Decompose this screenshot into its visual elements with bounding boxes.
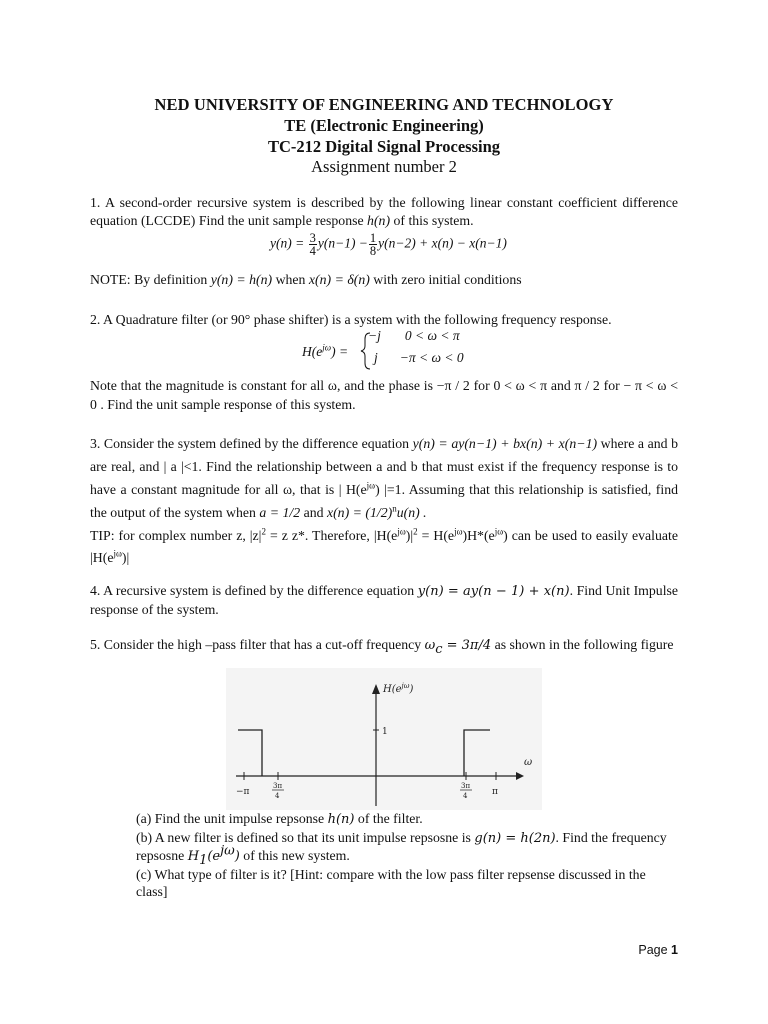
subpart-c: (c) What type of filter is it? [Hint: compare with the low pass filter repsense discussed in the class] bbox=[136, 866, 646, 899]
question-5-subparts bbox=[136, 810, 676, 901]
y-axis-label: $H(e^{j\omega})$ bbox=[383, 682, 414, 695]
subpart-a: (a) Find the unit impulse repsonse h(n) of the filter. bbox=[136, 811, 423, 827]
question-3-tip: TIP: for complex number z, $|z|^2 = z$ z*. Therefore, $|H(e^{j\omega})|^2 = H(e^{j\omega})H*(e^{j\omega})$ can be used to easily evaluate $|H(e^{j\omega})|$ bbox=[90, 526, 678, 565]
document-page: NED UNIVERSITY OF ENGINEERING AND TECHNOLOGY TE (Electronic Engineering) TC-212 Digital Signal Processing Assignment number 2 1. A second-order recursive system is described by the following linear constant coefficient difference equation (LCCDE) Find the unit sample response h(n) of this system. y(n) = $\frac{3}{4}$ y(n−1) − $\frac{1}{8}$ y(n−2) + x(n) − x(n−1) NOTE: By definition y(n) = h(n) when x(n) = δ(n) with zero initial conditions 2. A Quadrature filter (or 90° phase shifter) is a system with the following frequency response. $H(e^{j\omega})$ = −j 0 < ω < π j −π < ω < 0 Note that the magnitude is constant for all ω, and the phase is −π / 2 for 0 < ω < π and π / 2 for − π < ω < 0 . Find the unit sample response of this system. 3. Consider the system defined by the difference equation y(n) = ay(n−1) + bx(n) + x(n−1) where a and b are real, and | a |<1. Find the relationship between a and b that must exist if the frequency response is to have a constant magnitude for all ω, that is | $H(e^{j\omega})$ |=1. Assuming that this relationship is satisfied, find the output of the system when a = 1/2 and $x(n) = (1/2)^nu(n)$ . TIP: for complex number z, $|z|^2 = z$ z*. Therefore, $|H(e^{j\omega})|^2 = H(e^{j\omega})H*(e^{j\omega})$ can be used to easily evaluate $|H(e^{j\omega})|$ 4. A recursive system is defined by the difference equation y(n) = ay(n − 1) + x(n). Find Unit Impulse response of the system. 5. Consider the high –pass filter that has a cut-off frequency $\omega_c = 3\pi/4$ as shown in the following figure $H(e^{j\omega})$ 1 ω −π 3π 4 3π 4 π (a) Find the unit impulse repsonse h(n) of the filter. (b) A new filter is defined so that its unit impulse repsosne is g(n) = h(2n). Find the frequency repsosne $H_1(e^{j\omega})$ of this new system. (c) What type of filter is it? [Hint: compare with the low pass filter repsense discussed in the class] Page 1 bbox=[0, 0, 768, 1024]
university-name: NED UNIVERSITY OF ENGINEERING AND TECHNOLOGY bbox=[154, 95, 614, 114]
label-neg-cutoff-num: 3π bbox=[273, 782, 283, 790]
label-pos-cutoff-num: 3π bbox=[461, 782, 471, 790]
question-1-note: NOTE: By definition y(n) = h(n) when x(n) = δ(n) with zero initial conditions bbox=[90, 272, 522, 287]
question-3-text: 3. Consider the system defined by the difference equation y(n) = ay(n−1) + bx(n) + x(n−1) where a and b are real, and | a |<1. Find the relationship between a and b that must exist if the frequency response is to have a constant magnitude for all ω, that is | $H(e^{j\omega})$ |=1. Assuming that this relationship is satisfied, find the output of the system when a = 1/2 and $x(n) = (1/2)^nu(n)$ . bbox=[90, 436, 678, 520]
question-5-text: 5. Consider the high –pass filter that has a cut-off frequency $\omega_c = 3\pi/4$ as shown in the following figure bbox=[90, 637, 674, 657]
assignment-title: Assignment number 2 bbox=[311, 157, 457, 176]
question-4-text: 4. A recursive system is defined by the difference equation y(n) = ay(n − 1) + x(n). Find Unit Impulse response of the system. bbox=[90, 583, 679, 617]
department-name: TE (Electronic Engineering) bbox=[284, 116, 484, 135]
subpart-b: (b) A new filter is defined so that its unit impulse repsosne is g(n) = h(2n). Find the frequency repsosne $H_1(e^{j\omega})$ of this new system. bbox=[136, 829, 667, 868]
question-2-note: Note that the magnitude is constant for all ω, and the phase is −π / 2 for 0 < ω < π and π / 2 for − π < ω < 0 . Find the unit sample response of this system. bbox=[90, 378, 678, 412]
y-axis-arrow-icon bbox=[372, 684, 380, 694]
level-label: 1 bbox=[382, 727, 388, 737]
label-neg-cutoff-den: 4 bbox=[275, 792, 280, 800]
course-title: TC-212 Digital Signal Processing bbox=[267, 137, 501, 156]
question-1-equation: y(n) = $\frac{3}{4}$ y(n−1) − $\frac{1}{8}$ y(n−2) + x(n) − x(n−1) bbox=[270, 231, 507, 258]
high-pass-filter-figure bbox=[226, 668, 542, 810]
x-axis-arrow-icon bbox=[516, 772, 524, 780]
page-number: 1 bbox=[671, 943, 678, 957]
right-passband bbox=[464, 730, 490, 776]
question-2-text: 2. A Quadrature filter (or 90° phase shifter) is a system with the following frequency response. bbox=[90, 312, 612, 327]
question-1-text: 1. A second-order recursive system is described by the following linear constant coefficient difference equation (LCCDE) Find the unit sample response h(n) of this system. bbox=[90, 195, 678, 228]
case-2: j −π < ω < 0 bbox=[374, 350, 464, 365]
document-header bbox=[0, 94, 768, 177]
page-footer: Page 1 bbox=[638, 943, 678, 957]
case-1: −j 0 < ω < π bbox=[368, 328, 460, 343]
left-passband bbox=[238, 730, 262, 776]
label-pos-cutoff-den: 4 bbox=[463, 792, 468, 800]
x-axis-label: ω bbox=[524, 757, 533, 768]
filter-response-plot bbox=[226, 668, 542, 810]
label-pi: π bbox=[492, 787, 498, 797]
label-neg-pi: −π bbox=[236, 787, 250, 797]
